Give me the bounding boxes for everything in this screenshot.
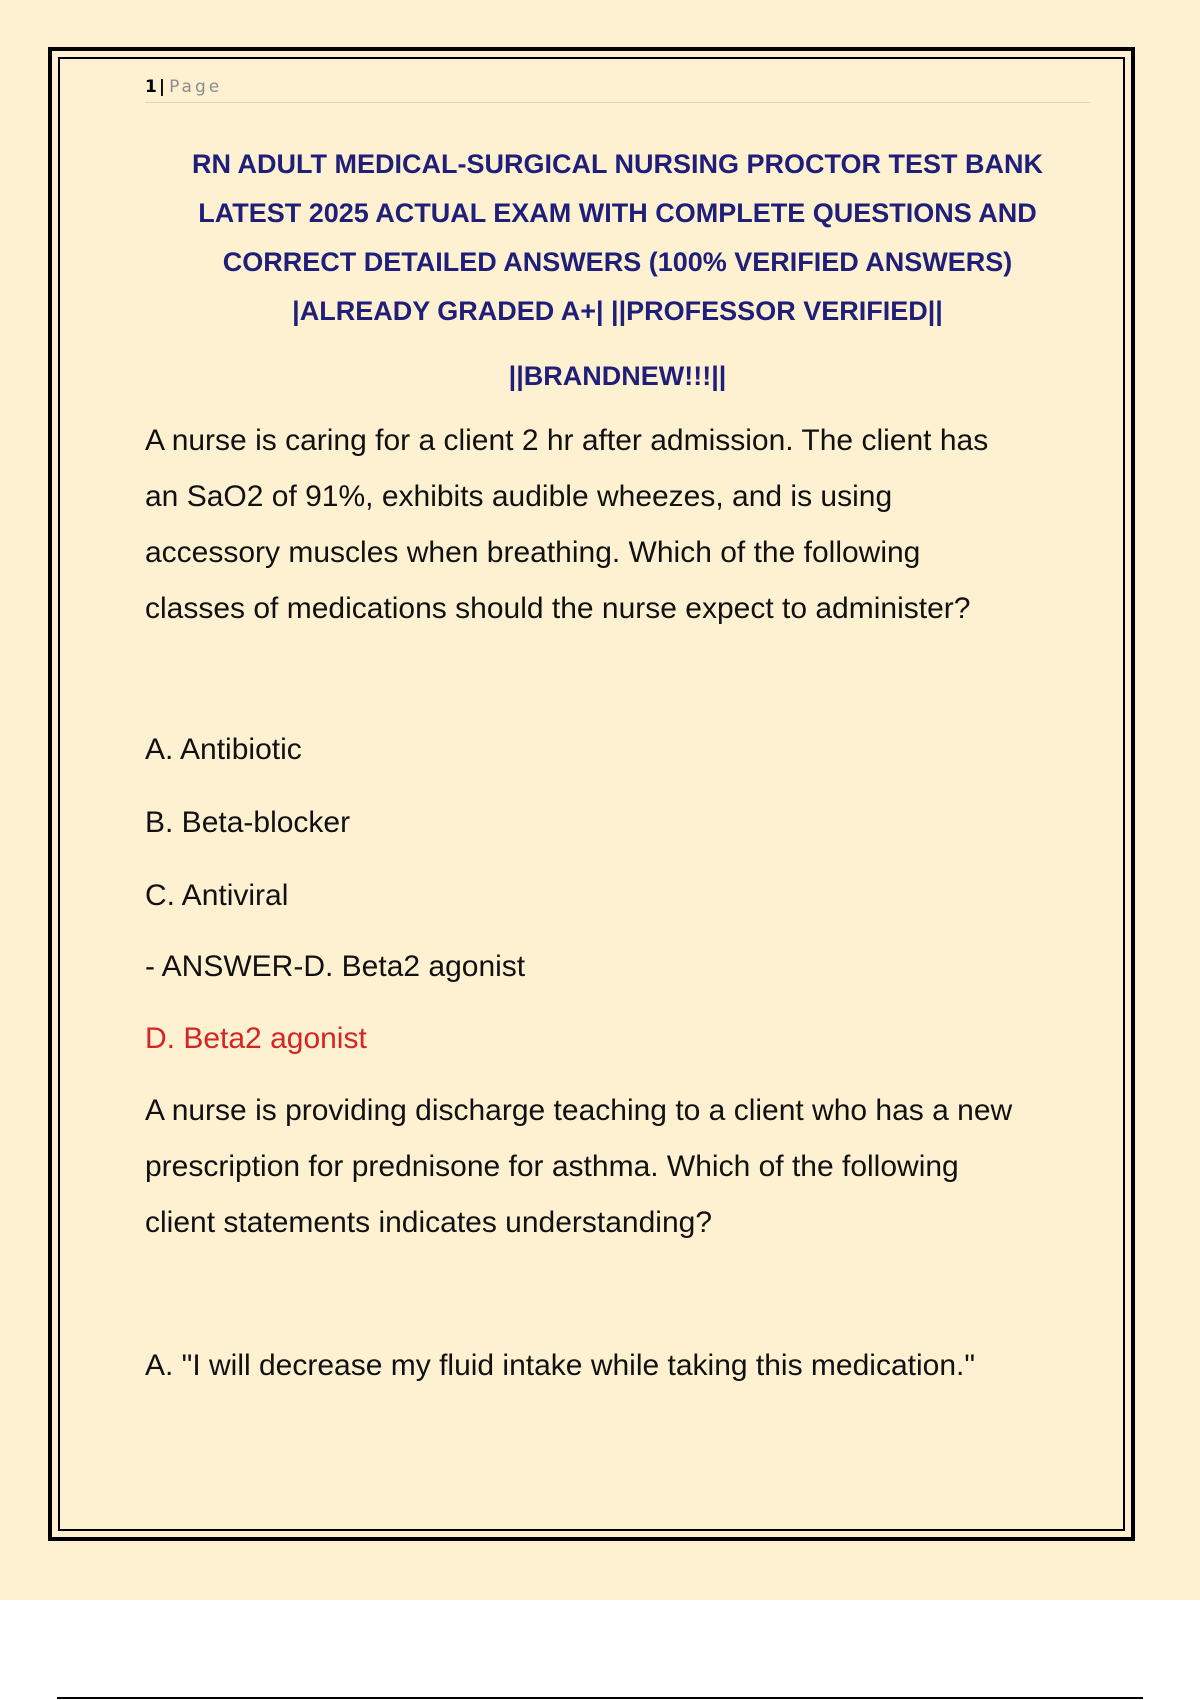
title-line: CORRECT DETAILED ANSWERS (100% VERIFIED ANSWERS) (222, 247, 1013, 277)
title-line: LATEST 2025 ACTUAL EXAM WITH COMPLETE QUESTIONS AND (198, 198, 1037, 228)
question-line: A nurse is caring for a client 2 hr after admission. The client has (145, 424, 989, 457)
question-line: client statements indicates understanding? (145, 1206, 713, 1239)
page-separator: | (158, 77, 166, 97)
question-line: accessory muscles when breathing. Which of the following (145, 536, 921, 569)
page-header (145, 74, 1090, 103)
question-1-text (145, 413, 988, 637)
question-1-correct-option: D. Beta2 agonist (145, 1022, 367, 1055)
question-line: prescription for prednisone for asthma. Which of the following (145, 1150, 959, 1183)
title-line: |ALREADY GRADED A+| ||PROFESSOR VERIFIED|| (292, 296, 943, 326)
question-1-answer-line: - ANSWER-D. Beta2 agonist (145, 950, 526, 983)
page-label: Page (169, 77, 223, 97)
question-line: A nurse is providing discharge teaching to a client who has a new (145, 1094, 1013, 1127)
question-2-text (145, 1083, 1012, 1251)
question-2-option-a: A. "I will decrease my fluid intake while taking this medication." (145, 1349, 975, 1382)
question-1-option-a: A. Antibiotic (145, 733, 302, 766)
question-1-option-b: B. Beta-blocker (145, 806, 351, 839)
question-1-option-c: C. Antiviral (145, 879, 289, 912)
next-page-rule (57, 1697, 1143, 1699)
title-extra: ||BRANDNEW!!!|| (508, 361, 727, 391)
page-number: 1 (145, 77, 157, 97)
question-line: an SaO2 of 91%, exhibits audible wheezes, and is using (145, 480, 893, 513)
question-line: classes of medications should the nurse expect to administer? (145, 592, 971, 625)
title-line: RN ADULT MEDICAL-SURGICAL NURSING PROCTOR TEST BANK (192, 149, 1043, 179)
document-title (145, 140, 1090, 401)
